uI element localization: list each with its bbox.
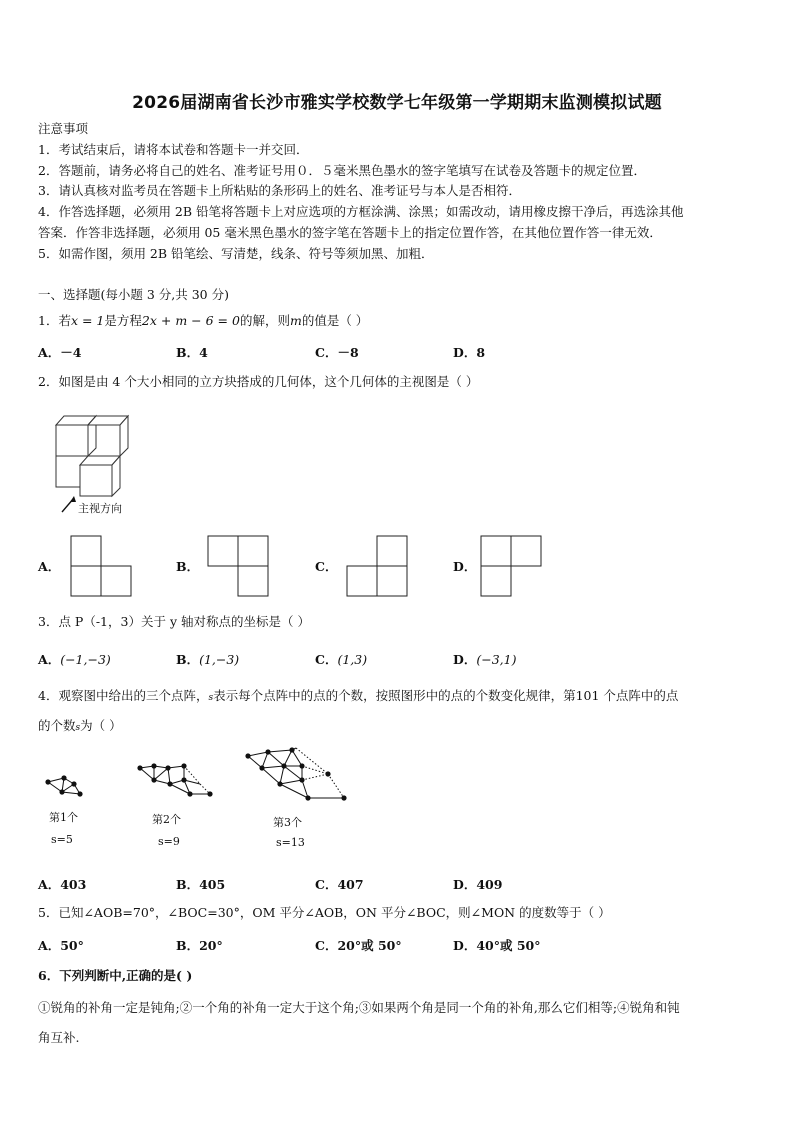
question-4-line-2: 的个数s为（ ） <box>38 718 122 733</box>
dot-lattice-2 <box>136 760 216 802</box>
question-6-statements-cont: 角互补. <box>38 1030 80 1045</box>
q1-text: 是方程 <box>104 313 142 328</box>
question-2: 2．如图是由 4 个大小相同的立方块搭成的几何体，这个几何体的主视图是（ ） <box>38 374 479 389</box>
q1-math: x = 1 <box>70 313 105 328</box>
q1-option-a[interactable]: A．－4 <box>38 345 82 360</box>
q2-option-a-label[interactable]: A． <box>38 559 61 574</box>
question-5: 5．已知∠AOB=70°，∠BOC=30°，OM 平分∠AOB，ON 平分∠BOC，则∠MON 的度数等于（ ） <box>38 905 611 920</box>
lattice-1-name: 第1个 <box>49 811 78 824</box>
lattice-2-name: 第2个 <box>152 813 181 826</box>
view-direction-label: 主视方向 <box>78 502 122 515</box>
note-item: 3．请认真核对监考员在答题卡上所粘贴的条形码上的姓名、准考证号与本人是否相符． <box>38 183 521 198</box>
section-heading: 一、选择题(每小题 3 分,共 30 分) <box>38 287 229 302</box>
q2-option-b-label[interactable]: B． <box>176 559 200 574</box>
lattice-3-name: 第3个 <box>273 816 302 829</box>
q1-equation: 2x + m − 6 = 0 <box>141 313 240 328</box>
q4-option-c[interactable]: C．407 <box>315 877 364 892</box>
q4-option-d[interactable]: D．409 <box>453 877 503 892</box>
note-item: 答案．作答非选择题，必须用 05 毫米黑色墨水的签字笔在答题卡上的指定位置作答，在其他位置作答一律无效． <box>38 225 662 240</box>
q2-option-c-label[interactable]: C． <box>315 559 338 574</box>
q1-text: 1．若 <box>38 313 71 328</box>
question-4-line-1: 4．观察图中给出的三个点阵，s表示每个点阵中的点的个数，按照图形中的点的个数变化规律，第101 个点阵中的点 <box>38 688 679 703</box>
q3-option-b[interactable]: B．(1,−3) <box>176 652 240 667</box>
dot-lattice-1 <box>40 768 90 804</box>
q2-option-d-figure[interactable] <box>480 535 542 597</box>
lattice-1-count: s=5 <box>51 833 73 846</box>
q2-option-a-figure[interactable] <box>70 535 132 597</box>
q2-option-c-figure[interactable] <box>346 535 408 597</box>
q3-option-a[interactable]: A．(−1,−3) <box>38 652 111 667</box>
q1-text: 的解，则 <box>239 313 290 328</box>
q1-var: m <box>289 313 302 328</box>
q2-option-b-figure[interactable] <box>207 535 269 597</box>
note-item: 4．作答选择题，必须用 2B 铅笔将答题卡上对应选项的方框涂满、涂黑；如需改动，请用橡皮擦干净后，再选涂其他 <box>38 204 684 219</box>
q1-option-c[interactable]: C．－8 <box>315 345 359 360</box>
notes-heading: 注意事项 <box>38 121 89 136</box>
q4-option-a[interactable]: A．403 <box>38 877 87 892</box>
q5-option-b[interactable]: B．20° <box>176 938 223 953</box>
q3-option-c[interactable]: C．(1,3) <box>315 652 368 667</box>
question-6: 6．下列判断中,正确的是( ) <box>38 968 193 983</box>
question-1 <box>38 313 368 329</box>
q1-option-d[interactable]: D．8 <box>453 345 486 360</box>
q5-option-d[interactable]: D．40°或 50° <box>453 938 541 953</box>
note-item: 2．答题前，请务必将自己的姓名、准考证号用０．５毫米黑色墨水的签字笔填写在试卷及答题卡的规定位置． <box>38 163 646 178</box>
note-item: 1．考试结束后，请将本试卷和答题卡一并交回． <box>38 142 309 157</box>
q4-option-b[interactable]: B．405 <box>176 877 226 892</box>
lattice-3-count: s=13 <box>276 836 305 849</box>
q1-option-b[interactable]: B．4 <box>176 345 208 360</box>
dot-lattice-3 <box>244 744 352 806</box>
question-6-statements: ①锐角的补角一定是钝角;②一个角的补角一定大于这个角;③如果两个角是同一个角的补角,那么它们相等;④锐角和钝 <box>38 1000 680 1015</box>
lattice-2-count: s=9 <box>158 835 180 848</box>
q5-option-c[interactable]: C．20°或 50° <box>315 938 402 953</box>
q1-text: 的值是（ ） <box>301 313 369 328</box>
page-title: 2026届湖南省长沙市雅实学校数学七年级第一学期期末监测模拟试题 <box>132 93 662 113</box>
note-item: 5．如需作图，须用 2B 铅笔绘、写清楚，线条、符号等须加黑、加粗． <box>38 246 434 261</box>
q2-option-d-label[interactable]: D． <box>453 559 477 574</box>
question-3: 3．点 P（-1，3）关于 y 轴对称点的坐标是（ ） <box>38 614 310 629</box>
q3-option-d[interactable]: D．(−3,1) <box>453 652 517 667</box>
q5-option-a[interactable]: A．50° <box>38 938 84 953</box>
